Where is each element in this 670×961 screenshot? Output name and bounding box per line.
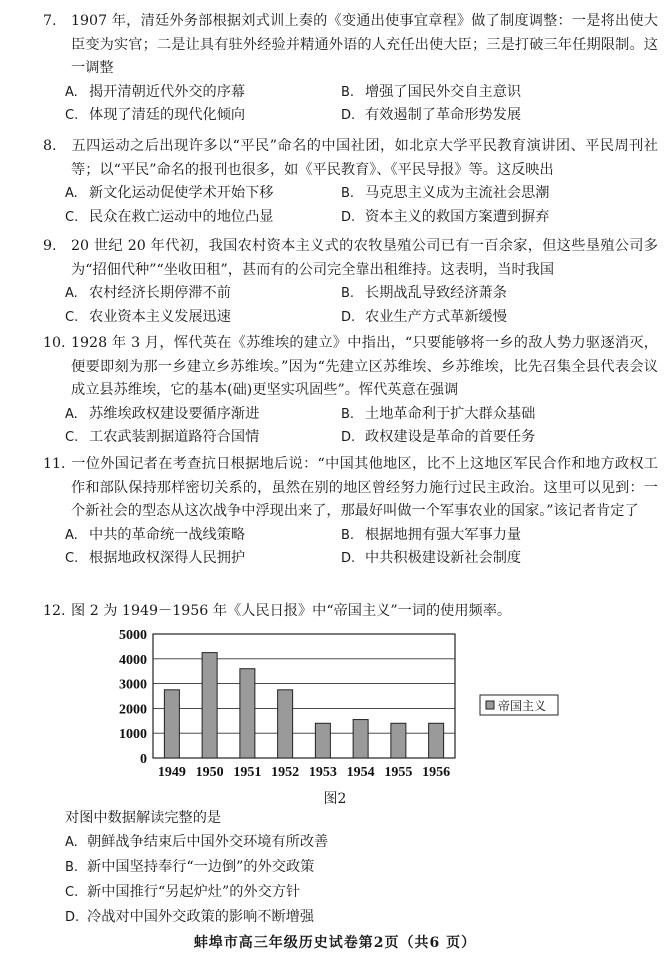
option-d[interactable]: D. 有效遏制了革命形势发展 xyxy=(341,107,522,123)
y-tick-label: 5000 xyxy=(119,628,147,643)
legend-label: 帝国主义 xyxy=(498,699,547,713)
option-d[interactable]: D. 农业生产方式革新缓慢 xyxy=(341,308,507,325)
y-tick-label: 3000 xyxy=(119,677,147,693)
y-tick-label: 4000 xyxy=(119,652,147,668)
question-8 xyxy=(43,135,658,229)
plot-area xyxy=(153,634,455,758)
x-tick-label: 1955 xyxy=(384,765,413,780)
question-stem: 一位外国记者在考查抗日根据地后说：“中国其他地区，比不上这地区军民合作和地方政权工作和部队保持那样密切关系的，虽然在别的地区曾经努力施行过民主政治。这里可以见到：一个新社会的型态从这次战争中浮现出来了，那最好叫做一个军事农业的国家。”该记者肯定了 xyxy=(71,456,658,519)
question-number: 9. xyxy=(43,238,57,254)
bar xyxy=(353,720,368,758)
option-b[interactable]: B. 马克思主义成为主流社会思潮 xyxy=(341,185,550,201)
question-stem: 图 2 为 1949－1956 年《人民日报》中“帝国主义”一词的使用频率。 xyxy=(71,603,512,619)
option-a[interactable]: A. 揭开清朝近代外交的序幕 xyxy=(65,83,246,100)
option-d[interactable]: D. 冷战对中国外交政策的影响不断增强 xyxy=(65,909,315,925)
question-number: 8. xyxy=(43,138,57,154)
option-c[interactable]: C. 民众在救亡运动中的地位凸显 xyxy=(65,208,274,225)
y-tick-label: 2000 xyxy=(119,702,147,718)
question-12-body xyxy=(65,806,625,930)
question-stem: 1907 年，清廷外务部根据刘式训上奏的《变通出使事宜章程》做了制度调整：一是将出使大臣变为实官；二是让具有驻外经验并精通外语的人充任出使大臣；三是打破三年任期限制。这一调整 xyxy=(71,13,658,76)
x-tick-label: 1954 xyxy=(346,765,375,780)
question-9 xyxy=(43,235,658,329)
option-a[interactable]: A. 新文化运动促使学术开始下移 xyxy=(65,185,274,201)
bar xyxy=(202,653,217,758)
question-stem: 五四运动之后出现许多以“平民”命名的中国社团，如北京大学平民教育演讲团、平民周刊社等；以“平民”命名的报刊也很多，如《平民教育》、《平民导报》等。这反映出 xyxy=(71,138,658,178)
x-tick-label: 1950 xyxy=(195,765,224,780)
question-12-prompt: 对图中数据解读完整的是 xyxy=(65,810,222,826)
option-a[interactable]: A. 苏维埃政权建设要循序渐进 xyxy=(65,405,260,422)
option-b[interactable]: B. 增强了国民外交自主意识 xyxy=(341,83,522,100)
option-d[interactable]: D. 资本主义的救国方案遭到摒弃 xyxy=(341,208,550,225)
bar xyxy=(315,723,330,758)
question-10 xyxy=(43,332,658,450)
legend-swatch xyxy=(486,701,494,709)
figure-caption: 图2 xyxy=(323,791,347,807)
x-tick-label: 1949 xyxy=(157,765,186,780)
option-c[interactable]: C. 体现了清廷的现代化倾向 xyxy=(65,107,246,123)
bar xyxy=(240,669,255,758)
x-tick-label: 1953 xyxy=(308,765,337,780)
option-a[interactable]: A. 中共的革命统一战线策略 xyxy=(65,526,246,543)
question-12 xyxy=(43,600,658,624)
option-c[interactable]: C. 农业资本主义发展迅速 xyxy=(65,308,231,325)
bar xyxy=(429,723,444,758)
question-number: 11. xyxy=(43,456,66,472)
x-tick-label: 1951 xyxy=(233,765,262,780)
question-number: 10. xyxy=(43,335,66,351)
option-d[interactable]: D. 政权建设是革命的首要任务 xyxy=(341,429,536,445)
question-stem: 20 世纪 20 年代初，我国农村资本主义式的农牧垦殖公司已有一百余家，但这些垦殖公司多为“招佃代种”“坐收田租”，甚而有的公司完全靠出租维持。这表明，当时我国 xyxy=(71,238,658,278)
y-tick-label: 0 xyxy=(140,752,147,767)
question-number: 7. xyxy=(43,13,57,29)
option-c[interactable]: C. 根据地政权深得人民拥护 xyxy=(65,550,246,566)
bar xyxy=(278,690,293,758)
question-7 xyxy=(43,10,658,128)
option-a[interactable]: A. 朝鲜战争结束后中国外交环境有所改善 xyxy=(65,834,329,850)
option-a[interactable]: A. 农村经济长期停滞不前 xyxy=(65,285,231,301)
question-number: 12. xyxy=(43,603,66,619)
option-b[interactable]: B. 长期战乱导致经济萧条 xyxy=(341,285,507,301)
bar-chart-figure xyxy=(95,624,565,784)
option-b[interactable]: B. 土地革命利于扩大群众基础 xyxy=(341,405,536,422)
bar xyxy=(391,723,406,758)
bar xyxy=(164,690,179,758)
x-tick-label: 1956 xyxy=(422,765,451,780)
y-tick-label: 1000 xyxy=(119,727,147,743)
question-stem: 1928 年 3 月，恽代英在《苏维埃的建立》中指出，“只要能够将一乡的敌人势力驱逐消灭，便要即刻为那一乡建立乡苏维埃。”因为“先建立区苏维埃、乡苏维埃，比先召集全县代表会议成立县苏维埃，它的基本(础)更坚实巩固些”。恽代英意在强调 xyxy=(71,335,658,398)
question-11 xyxy=(43,453,658,571)
option-c[interactable]: C. 工农武装割据道路符合国情 xyxy=(65,429,260,445)
option-c[interactable]: C. 新中国推行“另起炉灶”的外交方针 xyxy=(65,884,301,900)
option-b[interactable]: B. 新中国坚持奉行“一边倒”的外交政策 xyxy=(65,859,315,875)
option-b[interactable]: B. 根据地拥有强大军事力量 xyxy=(341,526,522,543)
page-footer: 蚌埠市高三年级历史试卷第2页（共6 页） xyxy=(193,935,477,951)
x-tick-label: 1952 xyxy=(271,765,300,780)
option-d[interactable]: D. 中共积极建设新社会制度 xyxy=(341,550,522,566)
